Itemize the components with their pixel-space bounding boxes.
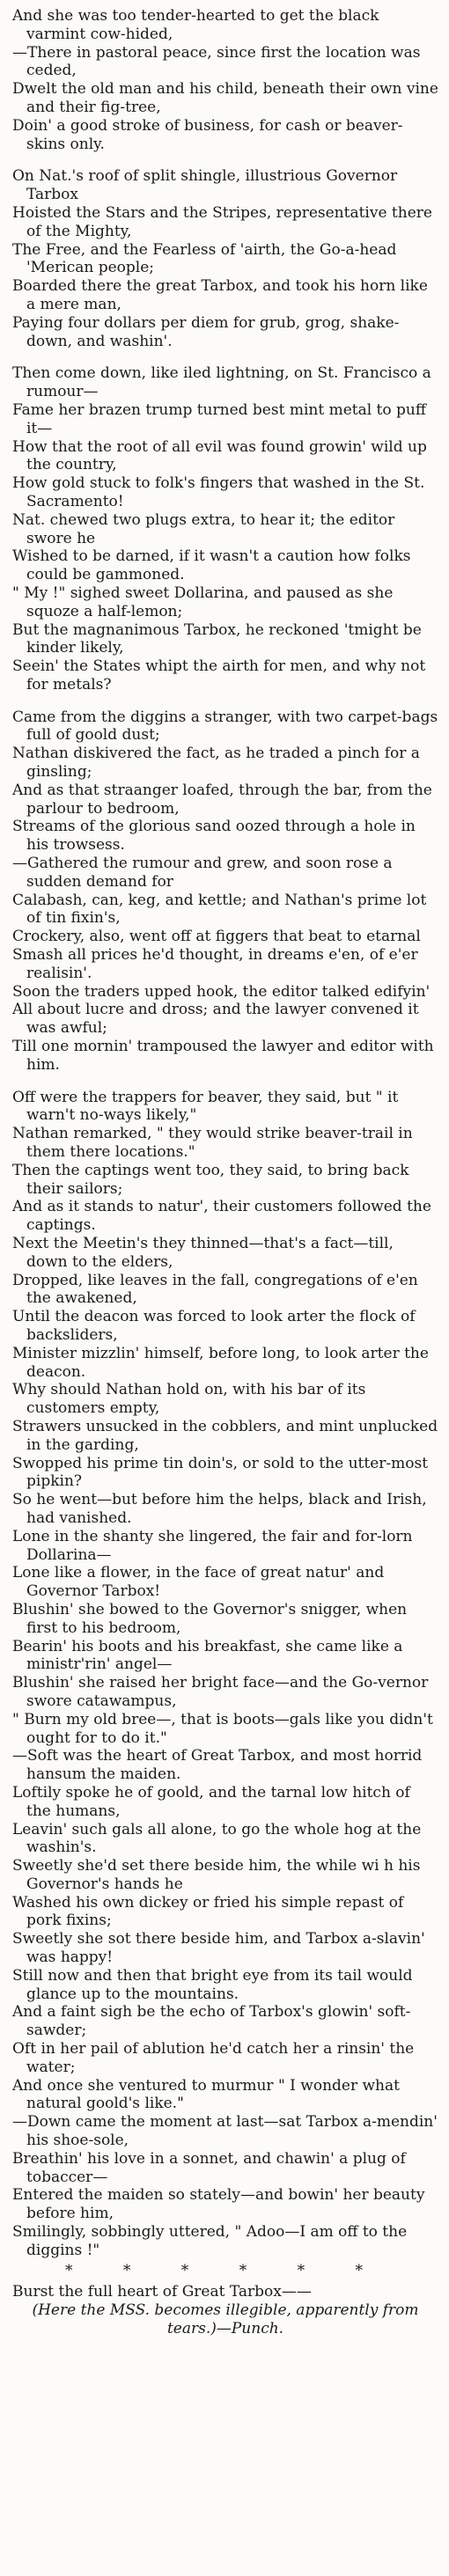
verse-line: How gold stuck to folk's fingers that washed in the St. Sacramento! (12, 474, 425, 510)
verse-line: And once she ventured to murmur " I wonder what natural goold's like." (12, 2076, 400, 2113)
final-line: Burst the full heart of Great Tarbox—— (12, 2283, 312, 2301)
verse-line: Fame her brazen trump turned best mint metal to puff it— (12, 400, 426, 437)
verse-line: And she was too tender-hearted to get the black varmint cow-hided, (12, 7, 379, 43)
verse-line: Until the deacon was forced to look arter the flock of backsliders, (12, 1308, 416, 1344)
verse-line: Calabash, can, keg, and kettle; and Nathan's prime lot of tin fixin's, (12, 891, 427, 928)
section-break-asterisks: * * * * * * (64, 2261, 386, 2279)
verse-line: —There in pastoral peace, since first the location was ceded, (12, 43, 421, 80)
verse-line: Paying four dollars per diem for grub, grog, shake-down, and washin'. (12, 313, 400, 350)
verse-line: —Soft was the heart of Great Tarbox, and most horrid hansum the maiden. (12, 1747, 423, 1784)
verse-line: So he went—but before him the helps, black and Irish, had vanished. (12, 1491, 427, 1527)
stanza (12, 364, 438, 694)
verse-line: And as it stands to natur', their customers followed the captings. (12, 1198, 431, 1235)
verse-line: Seein' the States whipt the airth for men, and why not for metals? (12, 657, 426, 694)
stanza (12, 708, 438, 1075)
verse-line: Why should Nathan hold on, with his bar of its customers empty, (12, 1381, 366, 1418)
verse-line: Oft in her pail of ablution he'd catch her a rinsin' the water; (12, 2040, 415, 2076)
verse-line: Breathin' his love in a sonnet, and chawin' a plug of tobaccer— (12, 2149, 406, 2186)
verse-line: And a faint sigh be the echo of Tarbox's glowin' soft-sawder; (12, 2003, 411, 2040)
verse-line: But the magnanimous Tarbox, he reckoned 'tmight be kinder likely, (12, 620, 422, 657)
verse-line: Sweetly she sot there beside him, and Tarbox a-slavin' was happy! (12, 1930, 425, 1967)
verse-line: Then come down, like iled lightning, on St. Francisco a rumour— (12, 364, 431, 401)
verse-line: Leavin' such gals all alone, to go the whole hog at the washin's. (12, 1820, 422, 1857)
verse-line: Still now and then that bright eye from its tail would glance up to the mountains. (12, 1966, 413, 2003)
verse-line: Lone in the shanty she lingered, the fair and for-lorn Dollarina— (12, 1527, 413, 1564)
verse-line: —Down came the moment at last—sat Tarbox a-mendin' his shoe-sole, (12, 2113, 438, 2150)
verse-line: Smilingly, sobbingly uttered, " Adoo—I am off to the diggins !" (12, 2223, 408, 2259)
verse-line: Blushin' she raised her bright face—and the Go-vernor swore catawampus, (12, 1674, 429, 1710)
verse-line: Smash all prices he'd thought, in dreams e'en, of e'er realisin'. (12, 946, 418, 982)
verse-line: Off were the trappers for beaver, they said, but " it warn't no-ways likely," (12, 1088, 399, 1125)
verse-line: And as that straanger loafed, through the bar, from the parlour to bedroom, (12, 781, 432, 818)
verse-line: Till one mornin' trampoused the lawyer and editor with him. (12, 1038, 434, 1074)
verse-line: Crockery, also, went off at figgers that beat to etarnal (12, 928, 421, 946)
verse-line: Washed his own dickey or fried his simple repast of pork fixins; (12, 1893, 404, 1930)
verse-line: Dropped, like leaves in the fall, congregations of e'en the awakened, (12, 1271, 418, 1308)
verse-line: Then the captings went too, they said, to bring back their sailors; (12, 1161, 409, 1198)
verse-line: Next the Meetin's they thinned—that's a fact—till, down to the elders, (12, 1235, 394, 1271)
verse-line: Soon the traders upped hook, the editor talked edifyin' (12, 982, 431, 1001)
verse-line: " My !" sighed sweet Dollarina, and paused as she squoze a half-lemon; (12, 583, 394, 620)
verse-line: How that the root of all evil was found growin' wild up the country, (12, 437, 427, 474)
verse-line: Hoisted the Stars and the Stripes, representative there of the Mighty, (12, 203, 432, 240)
verse-line: Bearin' his boots and his breakfast, she came like a ministr'rin' angel— (12, 1637, 403, 1674)
verse-line: The Free, and the Fearless of 'airth, the Go-a-head 'Merican people; (12, 240, 397, 277)
verse-line: On Nat.'s roof of split shingle, illustrious Governor Tarbox (12, 167, 398, 204)
verse-line: Sweetly she'd set there beside him, the while wi h his Governor's hands he (12, 1857, 421, 1893)
verse-line: Blushin' she bowed to the Governor's snigger, when first to his bedroom, (12, 1600, 408, 1637)
verse-line: —Gathered the rumour and grew, and soon rose a sudden demand for (12, 855, 393, 891)
verse-line: Loftily spoke he of goold, and the tarnal low hitch of the humans, (12, 1783, 410, 1820)
verse-line: Streams of the glorious sand oozed through a hole in his trowsess. (12, 818, 416, 855)
stanza (12, 7, 438, 153)
verse-line: All about lucre and dross; and the lawyer convened it was awful; (12, 1001, 419, 1038)
verse-line: Lone like a flower, in the face of great natur' and Governor Tarbox! (12, 1564, 385, 1601)
verse-line: Nathan remarked, " they would strike beaver-trail in them there locations." (12, 1125, 413, 1162)
verse-line: Swopped his prime tin doin's, or sold to the utter-most pipkin? (12, 1454, 429, 1491)
verse-line: Minister mizzlin' himself, before long, to look arter the deacon. (12, 1344, 429, 1381)
verse-line: Nat. chewed two plugs extra, to hear it; the editor swore he (12, 510, 395, 547)
verse-line: Dwelt the old man and his child, beneath their own vine and their fig-tree, (12, 80, 438, 116)
editor-note: (Here the MSS. becomes illegible, apparently from tears.)—Punch. (32, 2301, 419, 2338)
poem-body (12, 7, 438, 2260)
verse-line: Wished to be darned, if it wasn't a caution how folks could be gammoned. (12, 547, 411, 584)
verse-line: Boarded there the great Tarbox, and took his horn like a mere man, (12, 277, 428, 313)
stanza (12, 167, 438, 350)
verse-line: Doin' a good stroke of business, for cash or beaver-skins only. (12, 116, 403, 153)
verse-line: Entered the maiden so stately—and bowin' her beauty before him, (12, 2186, 425, 2223)
stanza (12, 1089, 438, 2260)
verse-line: Nathan diskivered the fact, as he traded a pinch for a ginsling; (12, 745, 420, 782)
verse-line: " Burn my old bree—, that is boots—gals like you didn't ought for to do it." (12, 1710, 433, 1747)
verse-line: Came from the diggins a stranger, with two carpet-bags full of goold dust; (12, 708, 438, 745)
verse-line: Strawers unsucked in the cobblers, and mint unplucked in the garding, (12, 1417, 438, 1454)
